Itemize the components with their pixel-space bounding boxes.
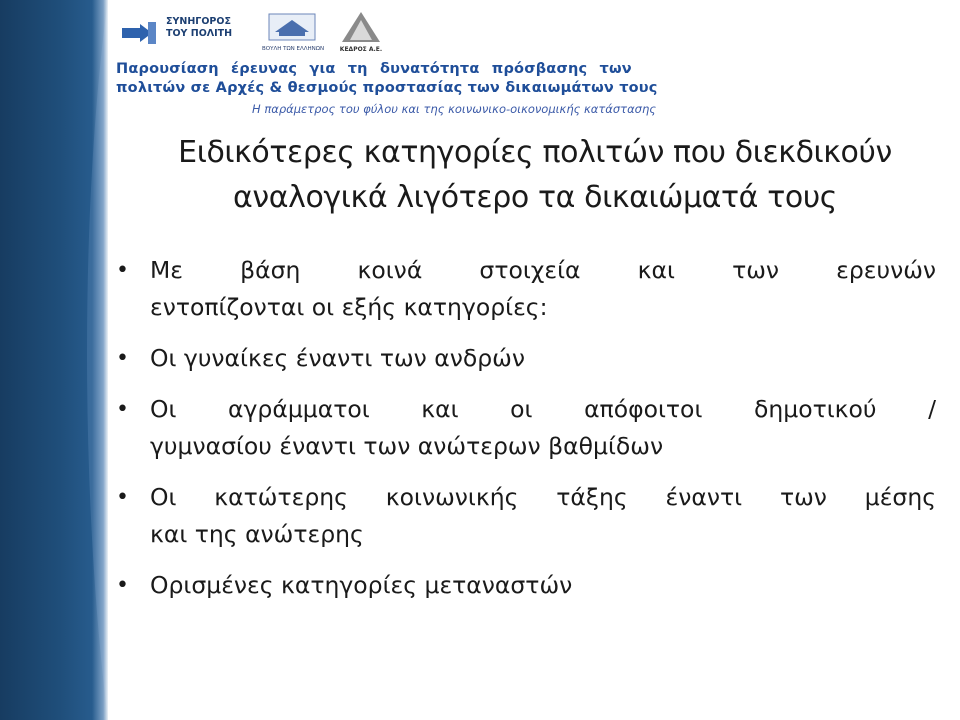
bullet-text-line-1: Οι κατώτερης κοινωνικής τάξης έναντι των μέσης: [150, 483, 936, 511]
bullet-text-line-1: Οι γυναίκες έναντι των ανδρών: [150, 344, 525, 372]
presentation-title-line-2: πολιτών σε Αρχές & θεσμούς προστασίας των δικαιωμάτων τους: [116, 80, 658, 96]
bullet-item: [116, 479, 936, 553]
bullet-item: [116, 340, 936, 377]
bullet-item: [116, 391, 936, 465]
bullet-item: [116, 567, 936, 604]
header-logos: [112, 6, 397, 56]
presentation-header: [116, 60, 656, 120]
kedros-logo-icon: [338, 10, 384, 44]
bullet-item: [116, 252, 936, 326]
bullet-text-line-1: Ορισμένες κατηγορίες μεταναστών: [150, 571, 573, 599]
ombudsman-logo-icon: [118, 18, 162, 48]
bullet-dot: •: [116, 258, 129, 283]
slide-heading: [112, 130, 958, 220]
kedros-logo-text: ΚΕΔΡΟΣ Α.Ε.: [339, 46, 383, 53]
bullet-dot: •: [116, 346, 129, 371]
parliament-logo-text: ΒΟΥΛΗ ΤΩΝ ΕΛΛΗΝΩΝ: [262, 46, 325, 52]
bullet-text-line-2: και της ανώτερης: [150, 520, 364, 548]
slide-heading-line-2: αναλογικά λιγότερο τα δικαιώματά τους: [233, 180, 837, 215]
bullet-text-line-2: γυμνασίου έναντι των ανώτερων βαθμίδων: [150, 432, 664, 460]
ombudsman-logo-text: ΣΥΝΗΓΟΡΟΣ ΤΟΥ ΠΟΛΙΤΗ: [166, 16, 233, 39]
kedros-logo: [338, 10, 384, 54]
bullet-dot: •: [116, 485, 129, 510]
bullet-text-line-1: Οι αγράμματοι και οι απόφοιτοι δημοτικού /: [150, 395, 936, 423]
parliament-logo-icon: [267, 12, 317, 44]
band-highlight: [92, 0, 108, 720]
bullet-list: [116, 252, 936, 618]
bullet-dot: •: [116, 573, 129, 598]
ombudsman-logo: [118, 14, 238, 54]
presentation-title-line-1: Παρουσίαση έρευνας για τη δυνατότητα πρόσβασης των: [116, 61, 632, 77]
slide-heading-line-1: Ειδικότερες κατηγορίες πολιτών που διεκδικούν: [178, 135, 892, 170]
parliament-logo: [262, 12, 325, 54]
bullet-dot: •: [116, 397, 129, 422]
bullet-text-line-1: Με βάση κοινά στοιχεία και των ερευνών: [150, 256, 936, 284]
presentation-subtitle: Η παράμετρος του φύλου και της κοινωνικο-οικονομικής κατάστασης: [252, 102, 656, 116]
bullet-text-line-2: εντοπίζονται οι εξής κατηγορίες:: [150, 293, 548, 321]
